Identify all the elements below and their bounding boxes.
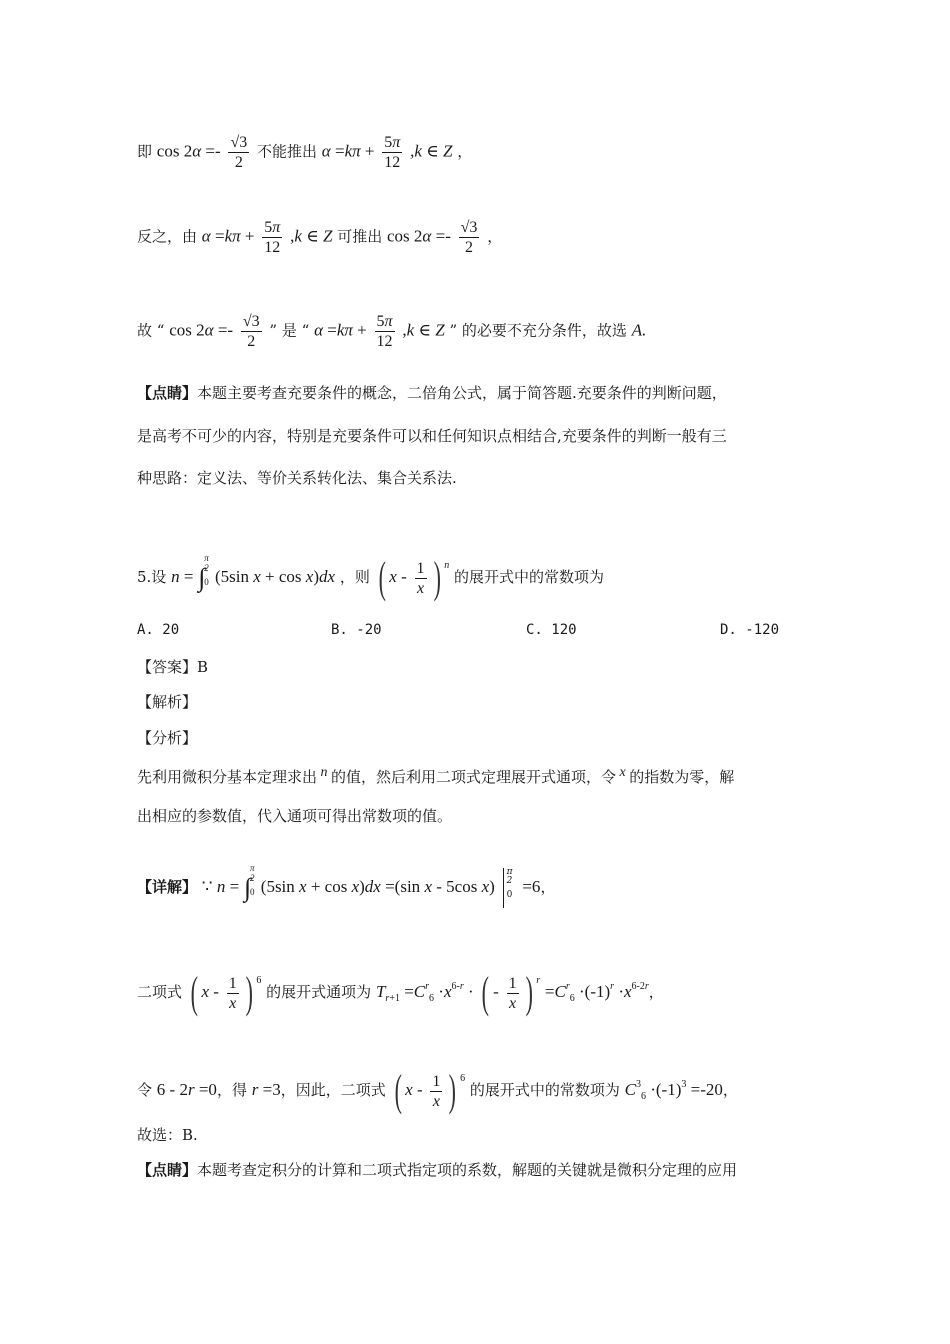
math-cos2a: cos 2α =- — [387, 226, 451, 246]
fraction-5pi-over-12: $\frac{5\pi}{12}$ — [376, 313, 393, 350]
text: 可推出 — [337, 227, 383, 246]
math-x: x — [616, 765, 630, 780]
line-cos-implication-2 — [137, 218, 502, 257]
math-general-term-simplified: $=C^r_6 \cdot(-1)^r \cdot x^{6-2r}$ — [544, 981, 649, 1004]
fraction-1-over-x: $\frac{1}{x}$ — [416, 559, 425, 597]
fraction-5pi-over-12: $\frac{5\pi}{12}$ — [264, 219, 281, 256]
answer-label: 【答案】B — [137, 658, 209, 676]
math-alpha-expr: α =kπ + — [314, 320, 367, 340]
math-x: x — [389, 567, 397, 586]
detail-tag: 【详解】 — [137, 878, 198, 896]
math-k-in-z: ,k ∈ Z — [402, 320, 445, 340]
text: 先利用微积分基本定理求出 — [137, 768, 318, 786]
choice-a: A. 20 — [137, 622, 180, 638]
text: ， — [487, 227, 503, 246]
right-paren: ) — [525, 968, 533, 1017]
left-paren: ( — [394, 1066, 402, 1115]
right-paren: ) — [449, 1066, 457, 1115]
binomial-general-term: 二项式 ( x - $\frac{1}{x}$ ) $^6$ 的展开式通项为 $T_{r+1} =C^r_6 \cdot x^{6-r}$ · ( - $\frac{1}{x}$ ) $^r =C^r_6 \cdot(-1)^r \cdot x^{6-2r}$， — [137, 968, 664, 1017]
line-cos-implication-1 — [137, 133, 472, 172]
fraction-1-over-x: $\frac{1}{x}$ — [432, 1072, 441, 1110]
fenxi-label: 【分析】 — [137, 729, 198, 747]
text: ，因此，二项式 — [280, 1081, 386, 1099]
text: 二项式 — [137, 983, 183, 1001]
commentary-tag: 【点睛】 — [137, 1161, 198, 1179]
left-paren: ( — [378, 553, 386, 602]
choice-b: B. -20 — [331, 622, 382, 638]
fraction-1-over-x: $\frac{1}{x}$ — [508, 974, 517, 1012]
text: 的展开式中的常数项为 — [453, 568, 604, 586]
text: 的指数为零，解 — [629, 768, 735, 786]
exponent-n: n — [444, 560, 450, 571]
math-integrand: (5sin x + cos x)dx =(sin x - 5cos x) — [260, 877, 495, 896]
math-general-term: $T_{r+1} =C^r_6 \cdot x^{6-r}$ · — [375, 981, 474, 1004]
text: 的值，然后利用二项式定理展开式通项，令 — [331, 768, 617, 786]
question-number: 5.设 — [137, 568, 167, 586]
right-paren: ) — [433, 553, 441, 602]
text: 不能推出 — [257, 142, 318, 161]
integral-sign: ∫ π 2 0 — [198, 553, 209, 592]
fraction-sqrt3-over-2: $\frac{√3}{2}$ — [230, 134, 248, 171]
math-cos2a: cos 2α =- — [156, 141, 221, 161]
left-paren: ( — [482, 968, 490, 1017]
choice-c: C. 120 — [526, 622, 577, 638]
text: 本题考查定积分的计算和二项式指定项的系数，解题的关键就是微积分定理的应用 — [197, 1161, 738, 1179]
fraction-sqrt3-over-2: $\frac{√3}{2}$ — [460, 219, 478, 256]
commentary-2 — [137, 1159, 737, 1181]
commentary-line-1 — [137, 382, 727, 404]
integral-sign: ∫ π 2 0 — [244, 863, 255, 902]
constant-term-line: 令 6 - 2r =0，得 r =3，因此，二项式 ( x - $\frac{1}{x}$ ) $^6$ 的展开式中的常数项为 $C^3_6 \cdot(-1)^3 =-20$， — [137, 1066, 738, 1115]
math-r-eq-3: r =3 — [251, 1080, 281, 1099]
evaluation-bar: π 2 0 — [503, 868, 518, 908]
commentary-line-3 — [137, 467, 457, 489]
fraction-sqrt3-over-2: $\frac{√3}{2}$ — [242, 313, 260, 350]
analysis-line-2 — [137, 805, 452, 827]
text: ， — [457, 142, 473, 161]
text: 是高考不可少的内容，特别是充要条件可以和任何知识点相结合,充要条件的判断一般有三 — [137, 427, 727, 445]
exponent-6: 6 — [460, 1073, 466, 1084]
text: ，得 — [216, 1081, 247, 1099]
math-n-eq: n — [171, 567, 180, 586]
math-alpha-expr: α =kπ + — [321, 141, 375, 161]
exponent-6: 6 — [256, 975, 262, 986]
math-k-in-z: ,k ∈ Z — [290, 226, 333, 246]
text: 故 “ — [137, 321, 165, 340]
commentary-tag: 【点睛】 — [137, 384, 198, 402]
math-integrand: (5sin x + cos x)dx — [215, 567, 336, 586]
answer-letter: A. — [631, 320, 647, 340]
math-because-n: ∵ n = — [201, 877, 240, 896]
text: ，则 — [339, 568, 370, 586]
text: 即 — [137, 142, 153, 161]
math-6-minus-2r: 6 - 2r =0 — [156, 1080, 217, 1099]
math-result-6: =6 — [522, 877, 541, 896]
text: ” 的必要不充分条件，故选 — [449, 321, 627, 340]
analysis-line-1 — [137, 762, 734, 788]
math-alpha-expr: α =kπ + — [201, 226, 255, 246]
detail-integral: 【详解】 ∵ n = ∫ π 2 0 (5sin x + cos x)dx =(sin x - 5cos x) π 2 0 =6， — [137, 868, 555, 908]
fraction-5pi-over-12: $\frac{5\pi}{12}$ — [384, 134, 401, 171]
line-conclusion — [137, 312, 646, 351]
right-paren: ) — [245, 968, 253, 1017]
text: ” 是 “ — [269, 321, 310, 340]
text: 出相应的参数值，代入通项可得出常数项的值。 — [137, 807, 453, 825]
math-cos2a: cos 2α =- — [169, 320, 234, 340]
text: 的展开式通项为 — [266, 983, 372, 1001]
math-k-in-z: ,k ∈ Z — [410, 141, 453, 161]
choice-d: D. -120 — [720, 622, 780, 638]
text: 的展开式中的常数项为 — [469, 1081, 620, 1099]
text: 种思路：定义法、等价关系转化法、集合关系法. — [137, 469, 457, 487]
final-choice: 故选：B. — [137, 1126, 198, 1144]
left-paren: ( — [190, 968, 198, 1017]
text: 反之，由 — [137, 227, 198, 246]
fraction-1-over-x: $\frac{1}{x}$ — [228, 974, 237, 1012]
text: 本题主要考查充要条件的概念，二倍角公式，属于简答题.充要条件的判断问题， — [197, 384, 727, 402]
question-5: 5.设 n = ∫ π 2 0 (5sin x + cos x)dx ，则 ( x - $\frac{1}{x}$ ) $^n$ 的展开式中的常数项为 — [137, 553, 604, 602]
commentary-line-2 — [137, 425, 727, 447]
text: 令 — [137, 1081, 153, 1099]
math-constant-term: $C^3_6 \cdot(-1)^3 =-20$ — [624, 1079, 723, 1102]
jiexi-label: 【解析】 — [137, 693, 198, 711]
math-n: n — [317, 765, 332, 780]
